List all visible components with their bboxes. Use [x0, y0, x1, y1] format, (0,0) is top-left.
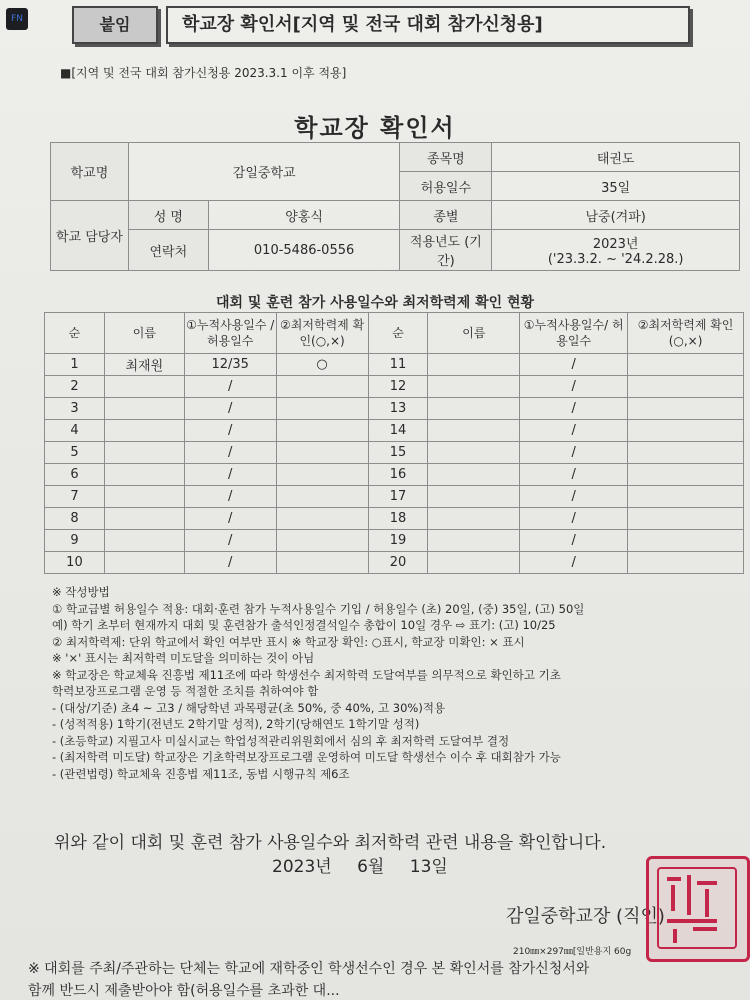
row-num: 10 [45, 552, 105, 574]
row-num: 4 [45, 420, 105, 442]
footnote-line: ※ 대회를 주최/주관하는 단체는 학교에 재학중인 학생선수인 경우 본 확인서를 참가신청서와 [28, 961, 590, 977]
row-num-2: 16 [368, 464, 428, 486]
row-name [104, 486, 184, 508]
status-table [44, 312, 744, 574]
row-name-2 [428, 398, 520, 420]
row-grade-2 [628, 508, 744, 530]
col-days: ①누적사용일수 /허용일수 [184, 313, 276, 354]
row-num-2: 18 [368, 508, 428, 530]
year-value: 2023년 [592, 237, 639, 252]
seal-mark [705, 889, 709, 917]
method-line: - (대상/기준) 초4 ~ 고3 / 해당학년 과목평균(초 50%, 중 40%, 고 30%)적용 [52, 700, 446, 715]
row-name [104, 508, 184, 530]
row-num: 5 [45, 442, 105, 464]
seal-mark [671, 885, 675, 911]
col-days-2: ①누적사용일수/ 허용일수 [520, 313, 628, 354]
method-line: - (초등학교) 지필고사 미실시교는 학업성적관리위원회에서 심의 후 최저학력 도달여부 결정 [52, 733, 510, 748]
row-grade-2 [628, 464, 744, 486]
row-days: / [184, 552, 276, 574]
method-line: ② 최저학력제: 단위 학교에서 확인 여부만 표시 ※ 학교장 확인: ○표시, 학교장 미확인: × 표시 [52, 634, 525, 649]
row-days-2: / [520, 508, 628, 530]
table-row [45, 376, 744, 398]
category-value: 남중(겨파) [492, 201, 740, 230]
row-num-2: 12 [368, 376, 428, 398]
row-num-2: 14 [368, 420, 428, 442]
row-name-2 [428, 420, 520, 442]
name-label: 성 명 [128, 201, 208, 230]
confirmation-statement: 위와 같이 대회 및 훈련 참가 사용일수와 최저학력 관련 내용을 확인합니다. [54, 833, 607, 853]
row-name-2 [428, 464, 520, 486]
row-num-2: 13 [368, 398, 428, 420]
row-name-2 [428, 354, 520, 376]
contact-value: 010-5486-0556 [208, 230, 400, 271]
row-grade [276, 420, 368, 442]
keyboard-key-icon: FN [6, 8, 28, 30]
row-grade-2 [628, 486, 744, 508]
allowed-days-label: 허용일수 [400, 172, 492, 201]
row-days: / [184, 420, 276, 442]
date-year: 2023년 [272, 857, 332, 877]
row-name: 최재원 [104, 354, 184, 376]
row-days-2: / [520, 552, 628, 574]
row-name [104, 464, 184, 486]
method-line: ※ '×' 표시는 최저학력 미도달을 의미하는 것이 아님 [52, 651, 315, 665]
col-name: 이름 [104, 313, 184, 354]
row-grade [276, 508, 368, 530]
seal-mark [667, 877, 681, 881]
row-num-2: 20 [368, 552, 428, 574]
row-days-2: / [520, 354, 628, 376]
seal-mark [687, 875, 691, 915]
contact-label: 연락처 [128, 230, 208, 271]
row-days: / [184, 530, 276, 552]
row-name [104, 442, 184, 464]
seal-mark [673, 929, 677, 943]
footnote-line: 함께 반드시 제출받아야 함(허용일수를 초과한 대... [28, 983, 340, 999]
col-num-2: 순 [368, 313, 428, 354]
row-num-2: 19 [368, 530, 428, 552]
row-grade-2 [628, 552, 744, 574]
row-num: 7 [45, 486, 105, 508]
row-num-2: 15 [368, 442, 428, 464]
event-value: 태권도 [492, 143, 740, 172]
seal-mark [697, 881, 717, 885]
method-line: 학력보장프로그램 운영 등 적절한 조치를 취하여야 함 [52, 684, 319, 698]
seal-mark [693, 927, 717, 931]
table-row [45, 464, 744, 486]
signature-date [272, 852, 468, 877]
school-label: 학교명 [51, 143, 129, 201]
table-row [45, 486, 744, 508]
row-grade-2 [628, 530, 744, 552]
row-days-2: / [520, 420, 628, 442]
row-days: / [184, 464, 276, 486]
method-line: - (성적적용) 1학기(전년도 2학기말 성적), 2학기(당해연도 1학기말 성적) [52, 717, 420, 731]
row-name [104, 552, 184, 574]
row-name [104, 376, 184, 398]
date-month: 6월 [357, 857, 385, 877]
table-row [45, 530, 744, 552]
method-heading: ※ 작성방법 [52, 585, 110, 599]
row-name-2 [428, 508, 520, 530]
row-grade: ○ [276, 354, 368, 376]
info-table [50, 142, 740, 271]
year-label: 적용년도 (기간) [400, 230, 492, 271]
header-title: 학교장 확인서[지역 및 전국 대회 참가신청용] [166, 6, 690, 44]
row-days: / [184, 442, 276, 464]
row-name-2 [428, 552, 520, 574]
school-value: 감일중학교 [128, 143, 400, 201]
official-seal-stamp [646, 856, 750, 962]
row-days-2: / [520, 442, 628, 464]
row-grade [276, 376, 368, 398]
row-num: 6 [45, 464, 105, 486]
allowed-days-value: 35일 [492, 172, 740, 201]
writing-method [52, 584, 742, 782]
manager-label: 학교 담당자 [51, 201, 129, 271]
table-row [45, 420, 744, 442]
row-days: / [184, 508, 276, 530]
event-label: 종목명 [400, 143, 492, 172]
document-title: 학교장 확인서 [294, 114, 456, 142]
col-name-2: 이름 [428, 313, 520, 354]
row-num-2: 11 [368, 354, 428, 376]
row-name [104, 420, 184, 442]
table-row [45, 552, 744, 574]
category-label: 종별 [400, 201, 492, 230]
attachment-tag: 붙임 [72, 6, 158, 44]
row-days-2: / [520, 376, 628, 398]
row-name [104, 530, 184, 552]
method-line: - (최저학력 미도달) 학교장은 기초학력보장프로그램 운영하여 미도달 학생선수 이수 후 대회참가 가능 [52, 750, 561, 764]
col-num: 순 [45, 313, 105, 354]
col-grade-2: ②최저학력제 확인(○,×) [628, 313, 744, 354]
method-line: 예) 학기 초부터 현재까지 대회 및 훈련참가 출석인정결석일수 총합이 10일 경우 ⇨ 표기: (고) 10/25 [52, 618, 556, 632]
row-grade-2 [628, 398, 744, 420]
row-name-2 [428, 376, 520, 398]
table-row [45, 442, 744, 464]
row-name [104, 398, 184, 420]
row-days: / [184, 486, 276, 508]
row-num: 8 [45, 508, 105, 530]
footnote [28, 958, 589, 1000]
table-row [45, 354, 744, 376]
col-grade: ②최저학력제 확인(○,×) [276, 313, 368, 354]
row-num: 9 [45, 530, 105, 552]
row-days: 12/35 [184, 354, 276, 376]
row-name-2 [428, 442, 520, 464]
row-grade-2 [628, 420, 744, 442]
method-line: ① 학교급별 허용일수 적용: 대회·훈련 참가 누적사용일수 기입 / 허용일수 (초) 20일, (중) 35일, (고) 50일 [52, 601, 585, 616]
row-grade [276, 464, 368, 486]
row-num: 1 [45, 354, 105, 376]
row-days-2: / [520, 464, 628, 486]
paper-size-note: 210㎜×297㎜[일반용지 60g [513, 947, 632, 957]
seal-mark [667, 919, 717, 923]
row-grade-2 [628, 354, 744, 376]
row-days: / [184, 398, 276, 420]
row-grade [276, 442, 368, 464]
row-days-2: / [520, 398, 628, 420]
applicability-note: ■[지역 및 전국 대회 참가신청용 2023.3.1 이후 적용] [60, 66, 347, 80]
row-days: / [184, 376, 276, 398]
row-grade-2 [628, 442, 744, 464]
row-days-2: / [520, 486, 628, 508]
method-line: ※ 학교장은 학교체육 진흥법 제11조에 따라 학생선수 최저학력 도달여부를 의무적으로 확인하고 기초 [52, 667, 561, 682]
row-grade [276, 398, 368, 420]
row-num: 2 [45, 376, 105, 398]
row-name-2 [428, 530, 520, 552]
year-cell [492, 230, 740, 271]
status-title: 대회 및 훈련 참가 사용일수와 최저학력제 확인 현황 [215, 295, 535, 311]
date-day: 13일 [409, 857, 448, 877]
principal-signature: 감일중학교장 (직인) [506, 906, 665, 927]
row-name-2 [428, 486, 520, 508]
row-days-2: / [520, 530, 628, 552]
period-value: ('23.3.2. ~ '24.2.28.) [547, 252, 684, 267]
row-grade-2 [628, 376, 744, 398]
header [72, 6, 652, 44]
table-row [45, 508, 744, 530]
name-value: 양홍식 [208, 201, 400, 230]
table-row [45, 398, 744, 420]
method-line: - (관련법령) 학교체육 진흥법 제11조, 동법 시행규칙 제6조 [52, 766, 350, 781]
row-grade [276, 530, 368, 552]
row-grade [276, 486, 368, 508]
row-num-2: 17 [368, 486, 428, 508]
row-grade [276, 552, 368, 574]
row-num: 3 [45, 398, 105, 420]
